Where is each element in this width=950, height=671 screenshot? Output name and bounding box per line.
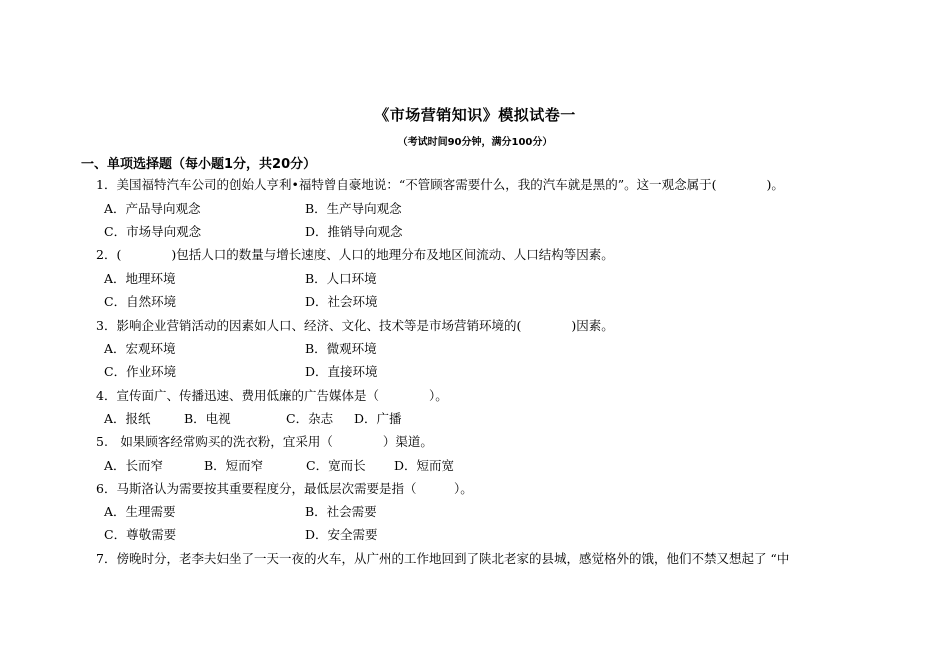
q4-option-b: B．电视: [184, 411, 231, 426]
q4-option-a: A．报纸: [104, 411, 151, 426]
exam-title: 《市场营销知识》模拟试卷一: [374, 106, 576, 124]
section-heading: 一、单项选择题（每小题1分，共20分）: [81, 157, 317, 172]
q2-option-b: B．人口环境: [305, 271, 377, 286]
q3-option-b: B．微观环境: [305, 341, 377, 356]
q2-option-a: A．地理环境: [104, 271, 176, 286]
question-3: 3．影响企业营销活动的因素如人口、经济、文化、技术等是市场营销环境的( )因素。: [96, 318, 614, 333]
q3-option-a: A．宏观环境: [104, 341, 176, 356]
q6-option-c: C．尊敬需要: [104, 527, 177, 542]
q4-option-d: D．广播: [354, 411, 402, 426]
question-6: 6．马斯洛认为需要按其重要程度分，最低层次需要是指（ ）。: [96, 481, 473, 496]
q1-option-b: B．生产导向观念: [305, 201, 402, 216]
question-2: 2．( )包括人口的数量与增长速度、人口的地理分布及地区间流动、人口结构等因素。: [96, 247, 614, 262]
q2-option-c: C．自然环境: [104, 294, 177, 309]
question-7: 7．傍晚时分，老李夫妇坐了一天一夜的火车，从广州的工作地回到了陕北老家的县城，感觉格外的饿，他们不禁又想起了 “中: [96, 551, 790, 566]
q6-option-d: D．安全需要: [305, 527, 378, 542]
q5-option-c: C．宽而长: [306, 458, 366, 473]
q1-option-c: C．市场导向观念: [104, 224, 202, 239]
q2-option-d: D．社会环境: [305, 294, 378, 309]
q1-option-a: A．产品导向观念: [104, 201, 201, 216]
question-4: 4．宣传面广、传播迅速、费用低廉的广告媒体是（ ）。: [96, 388, 448, 403]
q6-option-a: A．生理需要: [104, 504, 176, 519]
q3-option-d: D．直接环境: [305, 364, 378, 379]
q4-option-c: C．杂志: [286, 411, 334, 426]
exam-subtitle: （考试时间90分钟，满分100分）: [397, 137, 553, 148]
q5-option-a: A．长而窄: [104, 458, 164, 473]
question-5: 5. 如果顾客经常购买的洗衣粉，宜采用（ ）渠道。: [96, 434, 433, 449]
q1-option-d: D．推销导向观念: [305, 224, 403, 239]
q3-option-c: C．作业环境: [104, 364, 177, 379]
q6-option-b: B．社会需要: [305, 504, 377, 519]
question-1: 1．美国福特汽车公司的创始人亨利•福特曾自豪地说：“不管顾客需要什么，我的汽车就是黑的”。这一观念属于( )。: [96, 177, 784, 192]
q5-option-d: D．短而宽: [394, 458, 455, 473]
q5-option-b: B．短而窄: [204, 458, 264, 473]
